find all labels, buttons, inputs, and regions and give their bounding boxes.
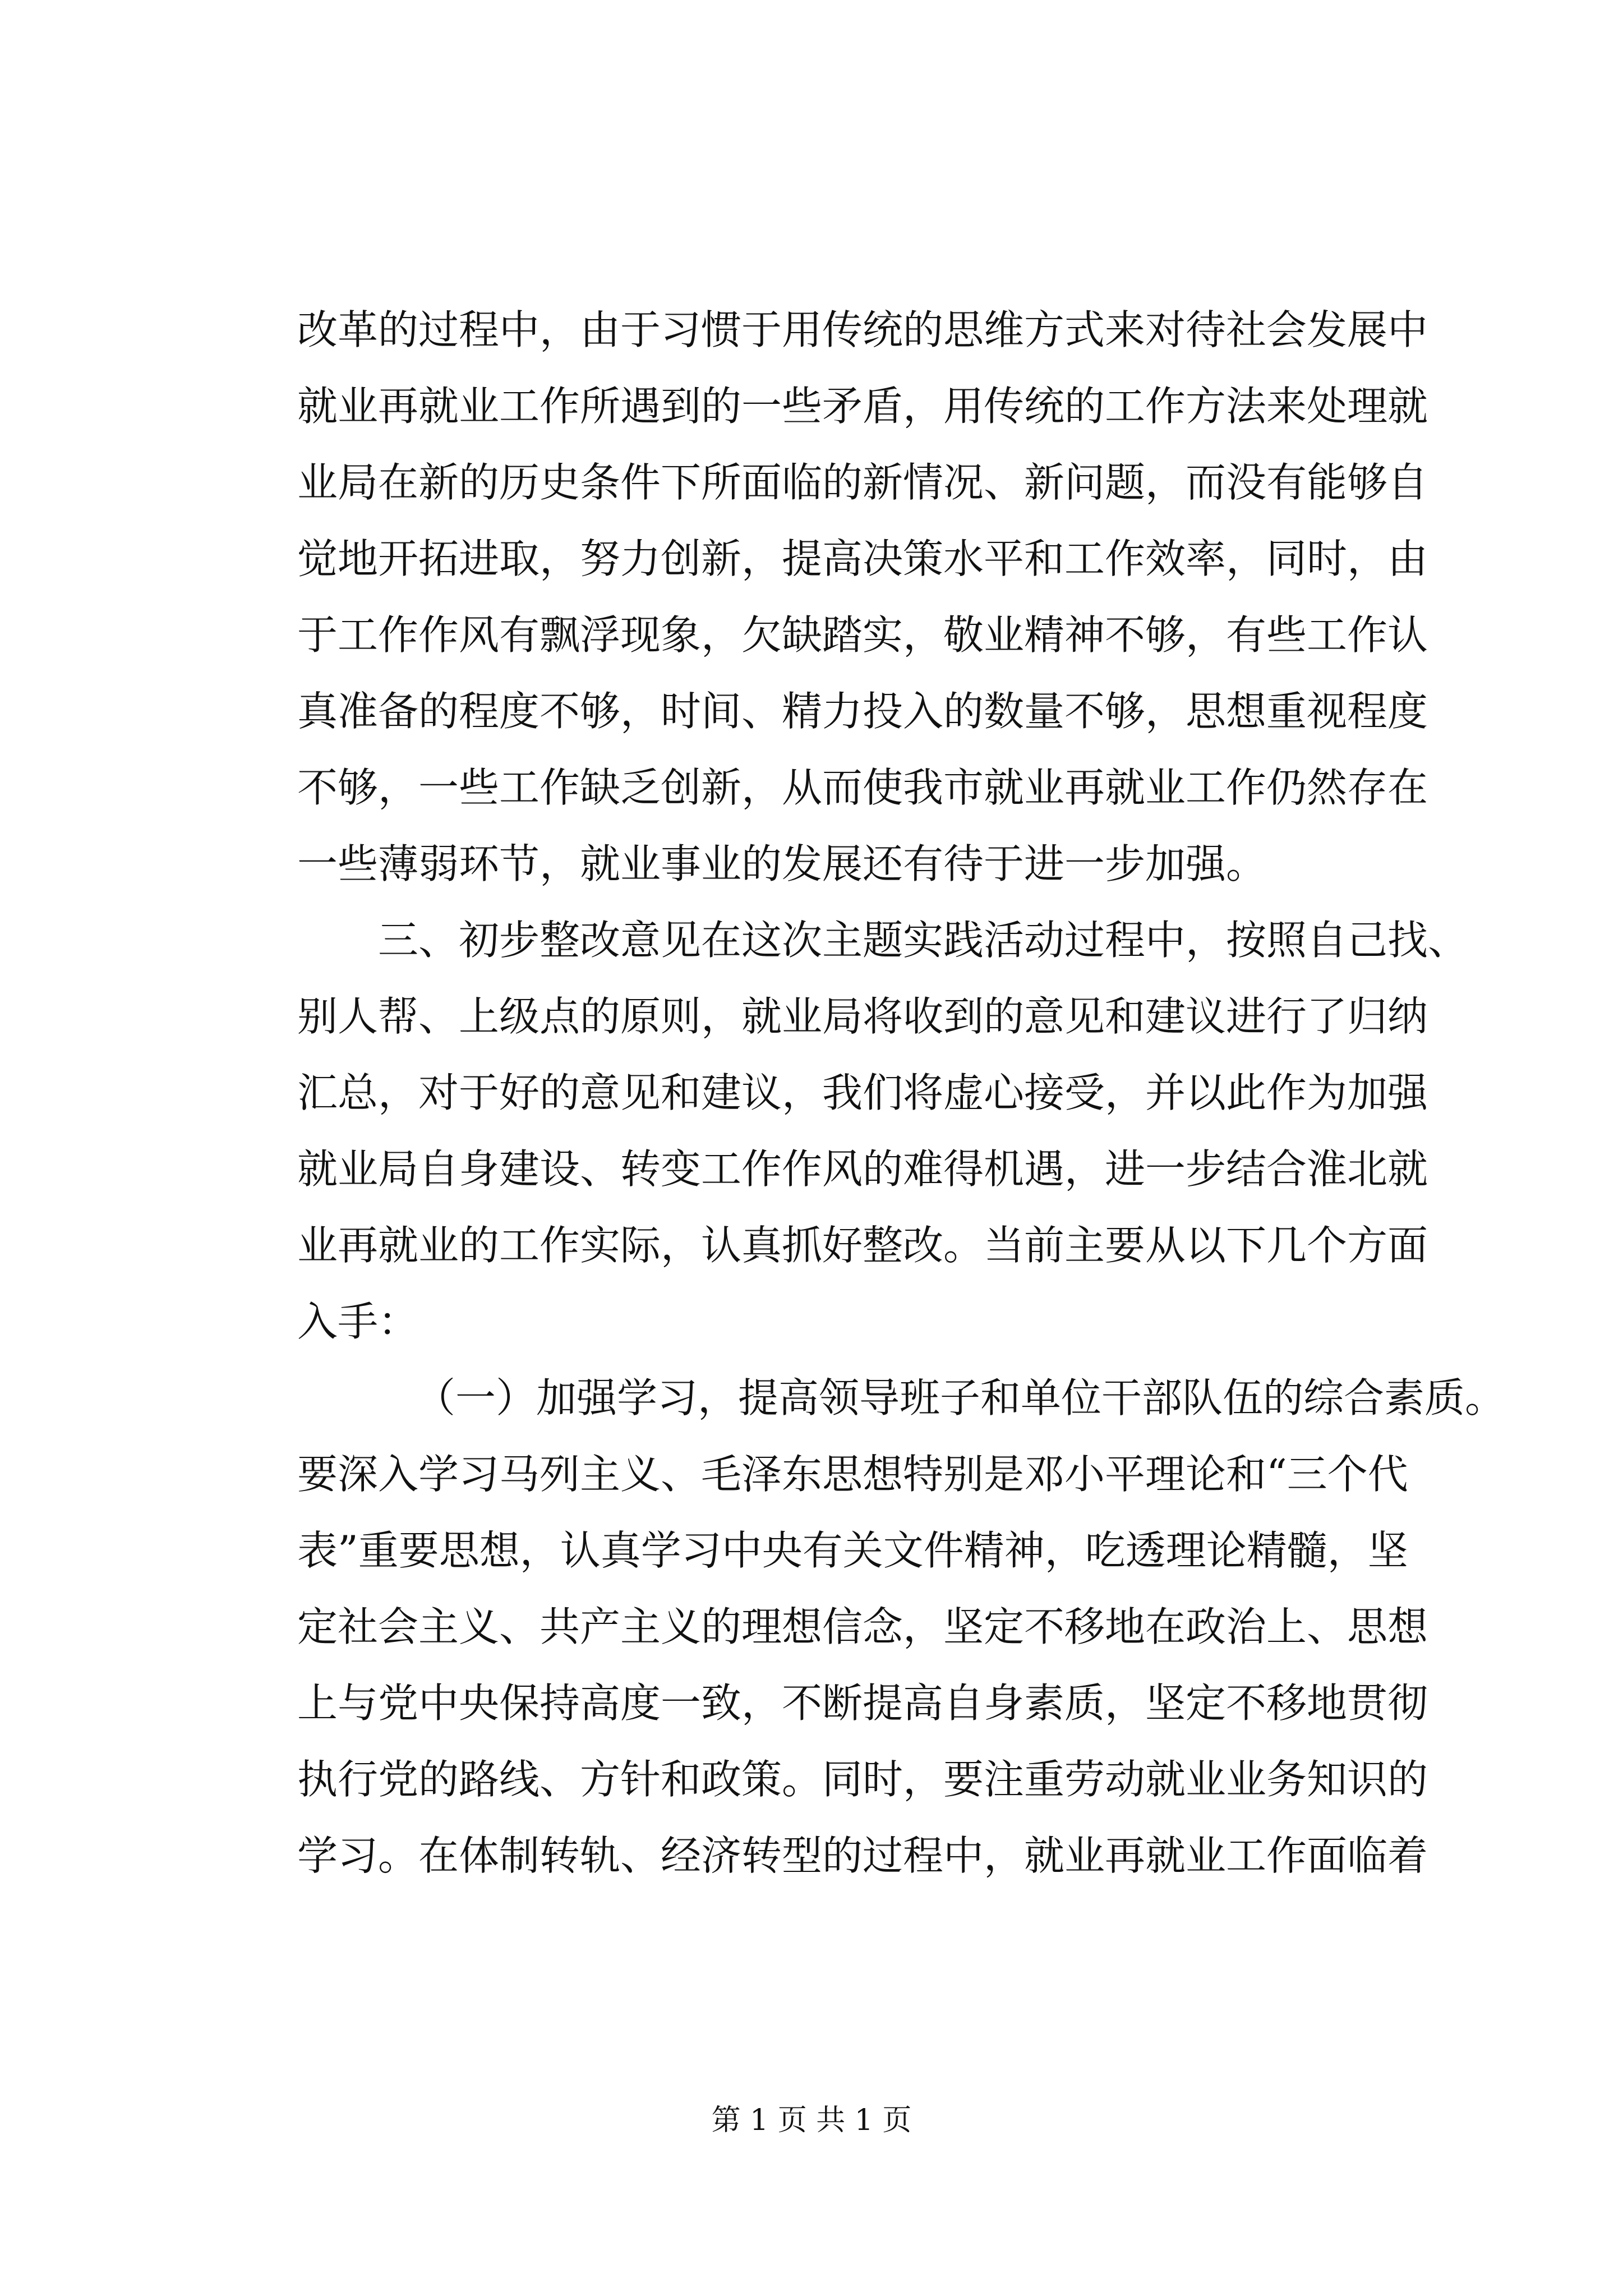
text-line: 执行党的路线、方针和政策。同时，要注重劳动就业业务知识的 — [297, 1756, 1428, 1803]
text-line: 定社会主义、共产主义的理想信念，坚定不移地在政治上、思想 — [297, 1603, 1428, 1650]
text-line: 就业再就业工作所遇到的一些矛盾，用传统的工作方法来处理就 — [297, 383, 1428, 430]
text-line: 改革的过程中，由于习惯于用传统的思维方式来对待社会发展中 — [297, 306, 1428, 353]
text-line: 就业局自身建设、转变工作作风的难得机遇，进一步结合淮北就 — [297, 1145, 1428, 1193]
text-line: 表”重要思想，认真学习中央有关文件精神，吃透理论精髓，坚 — [297, 1527, 1408, 1574]
text-line: 别人帮、上级点的原则，就业局将收到的意见和建议进行了归纳 — [297, 993, 1428, 1040]
text-line: 学习。在体制转轨、经济转型的过程中，就业再就业工作面临着 — [297, 1832, 1428, 1879]
text-line: 上与党中央保持高度一致，不断提高自身素质，坚定不移地贯彻 — [297, 1680, 1428, 1727]
text-line: 于工作作风有飘浮现象，欠缺踏实，敬业精神不够，有些工作认 — [297, 611, 1428, 659]
text-line: 汇总，对于好的意见和建议，我们将虚心接受，并以此作为加强 — [297, 1069, 1428, 1116]
text-line: 业局在新的历史条件下所面临的新情况、新问题，而没有能够自 — [297, 459, 1428, 506]
text-line-subheading: （一）加强学习，提高领导班子和单位干部队伍的综合素质。 — [415, 1374, 1506, 1421]
text-line: 觉地开拓进取，努力创新，提高决策水平和工作效率，同时，由 — [297, 535, 1428, 582]
text-line-heading: 三、初步整改意见在这次主题实践活动过程中，按照自己找、 — [378, 917, 1469, 964]
text-line: 不够，一些工作缺乏创新，从而使我市就业再就业工作仍然存在 — [297, 764, 1428, 811]
text-line: 要深入学习马列主义、毛泽东思想特别是邓小平理论和“三个代 — [297, 1451, 1408, 1498]
text-line: 业再就业的工作实际，认真抓好整改。当前主要从以下几个方面 — [297, 1222, 1428, 1269]
body-text — [297, 292, 1506, 1894]
text-line: 入手： — [297, 1298, 419, 1345]
text-line: 真准备的程度不够，时间、精力投入的数量不够，思想重视程度 — [297, 688, 1428, 735]
page-footer: 第 1 页 共 1 页 — [711, 2104, 912, 2137]
text-line: 一些薄弱环节，就业事业的发展还有待于进一步加强。 — [297, 840, 1267, 887]
